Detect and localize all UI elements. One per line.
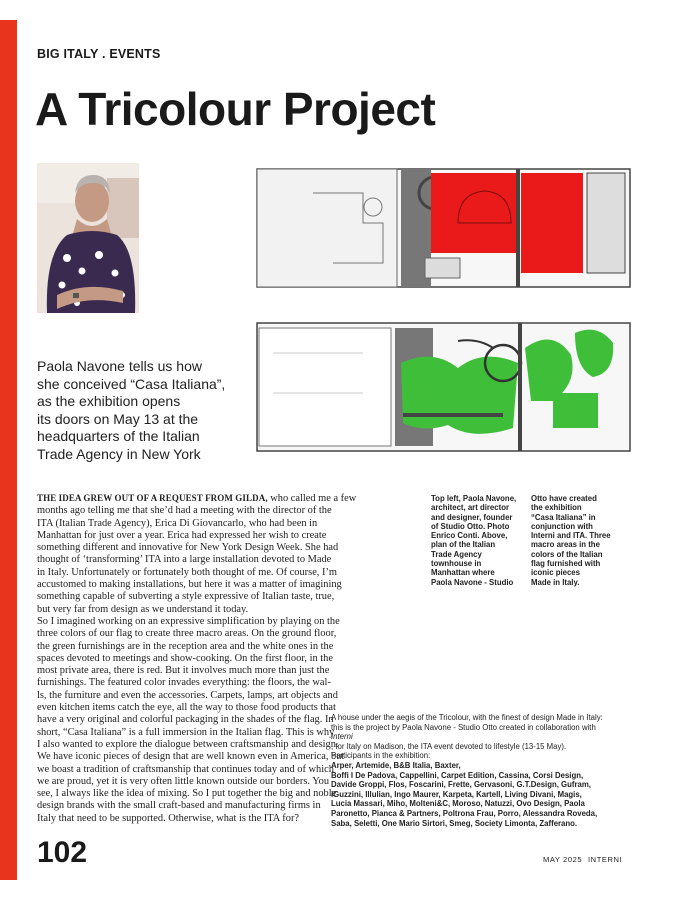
section-label: BIG ITALY . EVENTS [37,47,161,61]
caption-line: iconic pieces [531,568,580,578]
lead-line: she conceived “Casa Italiana”, [37,375,226,392]
photo-caption-left [431,494,521,587]
caption-line: the exhibition [531,503,582,513]
caption-line: flag furnished with [531,559,601,569]
lead-line: as the exhibition opens [37,393,181,409]
body-dropcap: THE IDEA GREW OUT OF A REQUEST FROM GILDA, [37,493,268,503]
caption-line: macro areas in the [531,540,600,550]
body-line: have a very original and colorful packaging in the shades of the flag. In [37,714,334,726]
caption-line: Otto have created [531,494,597,503]
body-line: most private area, there is red. But it involves much more than just the [37,665,330,677]
body-line [37,492,357,505]
body-line: in Italy. Unfortunately or fortunately both thought of me. Of course, I’m [37,566,337,578]
body-line: short, “Casa Italiana” is a full immersion in the Italian flag. This is why [37,726,335,738]
body-line: We have iconic pieces of design that are well known even in America, but [37,751,345,763]
accent-bar [0,20,17,880]
issue-date: MAY 2025 [543,855,583,864]
participants-line: Saba, Seletti, One Mario Sirtori, Smeg, Society Limonta, Zafferano. [331,818,578,828]
caption-line: Interni and ITA. Three [531,531,611,541]
body-line: So I imagined working on an expressive simplification by playing on the [37,615,340,627]
caption-line: of Studio Otto. Photo [431,521,510,531]
body-line: design brands with the small craft-based and manufacturing firms in [37,800,321,812]
participants-line: iGuzzini, Illulian, Ingo Maurer, Karpeta, Kartell, Living Divani, Magis, [331,789,582,799]
caption-line: this is the project by Paola Navone - Studio Otto created in collaboration with [331,722,596,732]
participants-line: Davide Groppi, Flos, Foscarini, Frette, Gervasoni, G.T.Design, Gufram, [331,780,591,790]
body-line: months ago telling me that she’d had a meeting with the director of the [37,505,332,517]
caption-line: plan of the Italian [431,540,496,550]
body-line: the green furnishings are in the reception area and the white ones in the [37,640,334,652]
lead-line: headquarters of the Italian [37,428,200,444]
participants-caption [331,713,643,828]
page-title: A Tricolour Project [35,83,436,135]
page-number: 102 [37,836,88,869]
body-line: ls, the furniture and even the accessories. Carpets, lamps, art objects and [37,689,338,701]
caption-line [331,732,643,751]
caption-line: Trade Agency [431,549,482,559]
body-line: three colors of our flag to create three macro areas. On the ground floor, [37,628,337,640]
body-line: I also wanted to explore the dialogue between craftsmanship and design. [37,738,339,750]
magazine-name: INTERNI [588,855,623,864]
body-line: Manhattan for just over a year. Erica had expressed her wish to create [37,529,327,541]
lead-line: Trade Agency in New York [37,445,201,462]
participants-line: Lucia Massari, Miho, Molteni&C, Moroso, Natuzzi, Ovo Design, Paola [331,799,585,809]
body-line: something different and innovative for New York Design Week. She had [37,542,339,554]
caption-line: architect, art director [431,503,509,513]
participants-line: Paronetto, Pianca & Partners, Poltrona Frau, Porro, Alessandra Roveda, [331,808,598,818]
caption-line: townhouse in [431,559,482,569]
lead-paragraph [37,358,247,463]
participants-line: Boffi I De Padova, Cappellini, Carpet Edition, Cassina, Corsi Design, [331,770,584,780]
participants-list: Arper, Artemide, B&B Italia, Baxter, [331,760,461,770]
body-line: see, I always like the idea of mixing. So I put together the big and noble [37,788,337,800]
caption-line: “Casa Italiana” in [531,512,596,522]
caption-line: Top left, Paola Navone, [431,494,517,503]
body-line: we boast a tradition of craftsmanship that continues today and of which [37,763,334,775]
body-line: accustomed to making installations, but here it was a matter of imagining [37,579,342,591]
body-line: spaces devoted to meetings and show-cooking. On the first floor, in the [37,652,333,664]
floor-plans-image [253,163,634,455]
participants-label: Participants in the exhibition: [331,751,431,761]
body-line: thought of ‘transforming’ ITA into a large installation devoted to Made [37,554,332,566]
body-line: something capable of subverting a style expressive of Italian taste, true, [37,591,335,603]
caption-line: conjunction with [531,521,593,531]
caption-line: Enrico Conti. Above, [431,531,508,541]
caption-line: and designer, founder [431,512,513,522]
body-line: furnishings. The featured color invades everything: the floors, the wal- [37,677,331,689]
caption-line: A house under the aegis of the Tricolour, with the finest of design Made in Italy: [331,713,603,722]
magazine-name-italic: Interni [331,732,353,742]
lead-line: its doors on May 13 at the [37,410,199,427]
caption-line: Manhattan where [431,568,495,578]
body-line: Italy that need to be supported. Otherwise, what is the ITA for? [37,812,300,824]
caption-line: Paola Navone - Studio [431,577,514,587]
lead-line: Paola Navone tells us how [37,358,202,374]
body-line: we are proud, yet it is very often little known outside our borders. You [37,775,330,787]
caption-line-rest: , for Italy on Madison, the ITA event devoted to lifestyle (13-15 May). [331,741,567,751]
body-line: ITA (Italian Trade Agency), Erica Di Giovancarlo, who had been in [37,517,318,529]
body-first-line-rest: who called me a few [267,493,357,504]
caption-line [331,751,643,770]
caption-line: colors of the Italian [531,549,603,559]
body-line: even kitchen items catch the eye, all the way to those food products that [37,702,336,714]
caption-line: Made in Italy. [531,577,580,587]
portrait-photo [37,163,139,313]
body-line: but very far from design as we understand it today. [37,603,249,615]
photo-caption-right [531,494,621,587]
